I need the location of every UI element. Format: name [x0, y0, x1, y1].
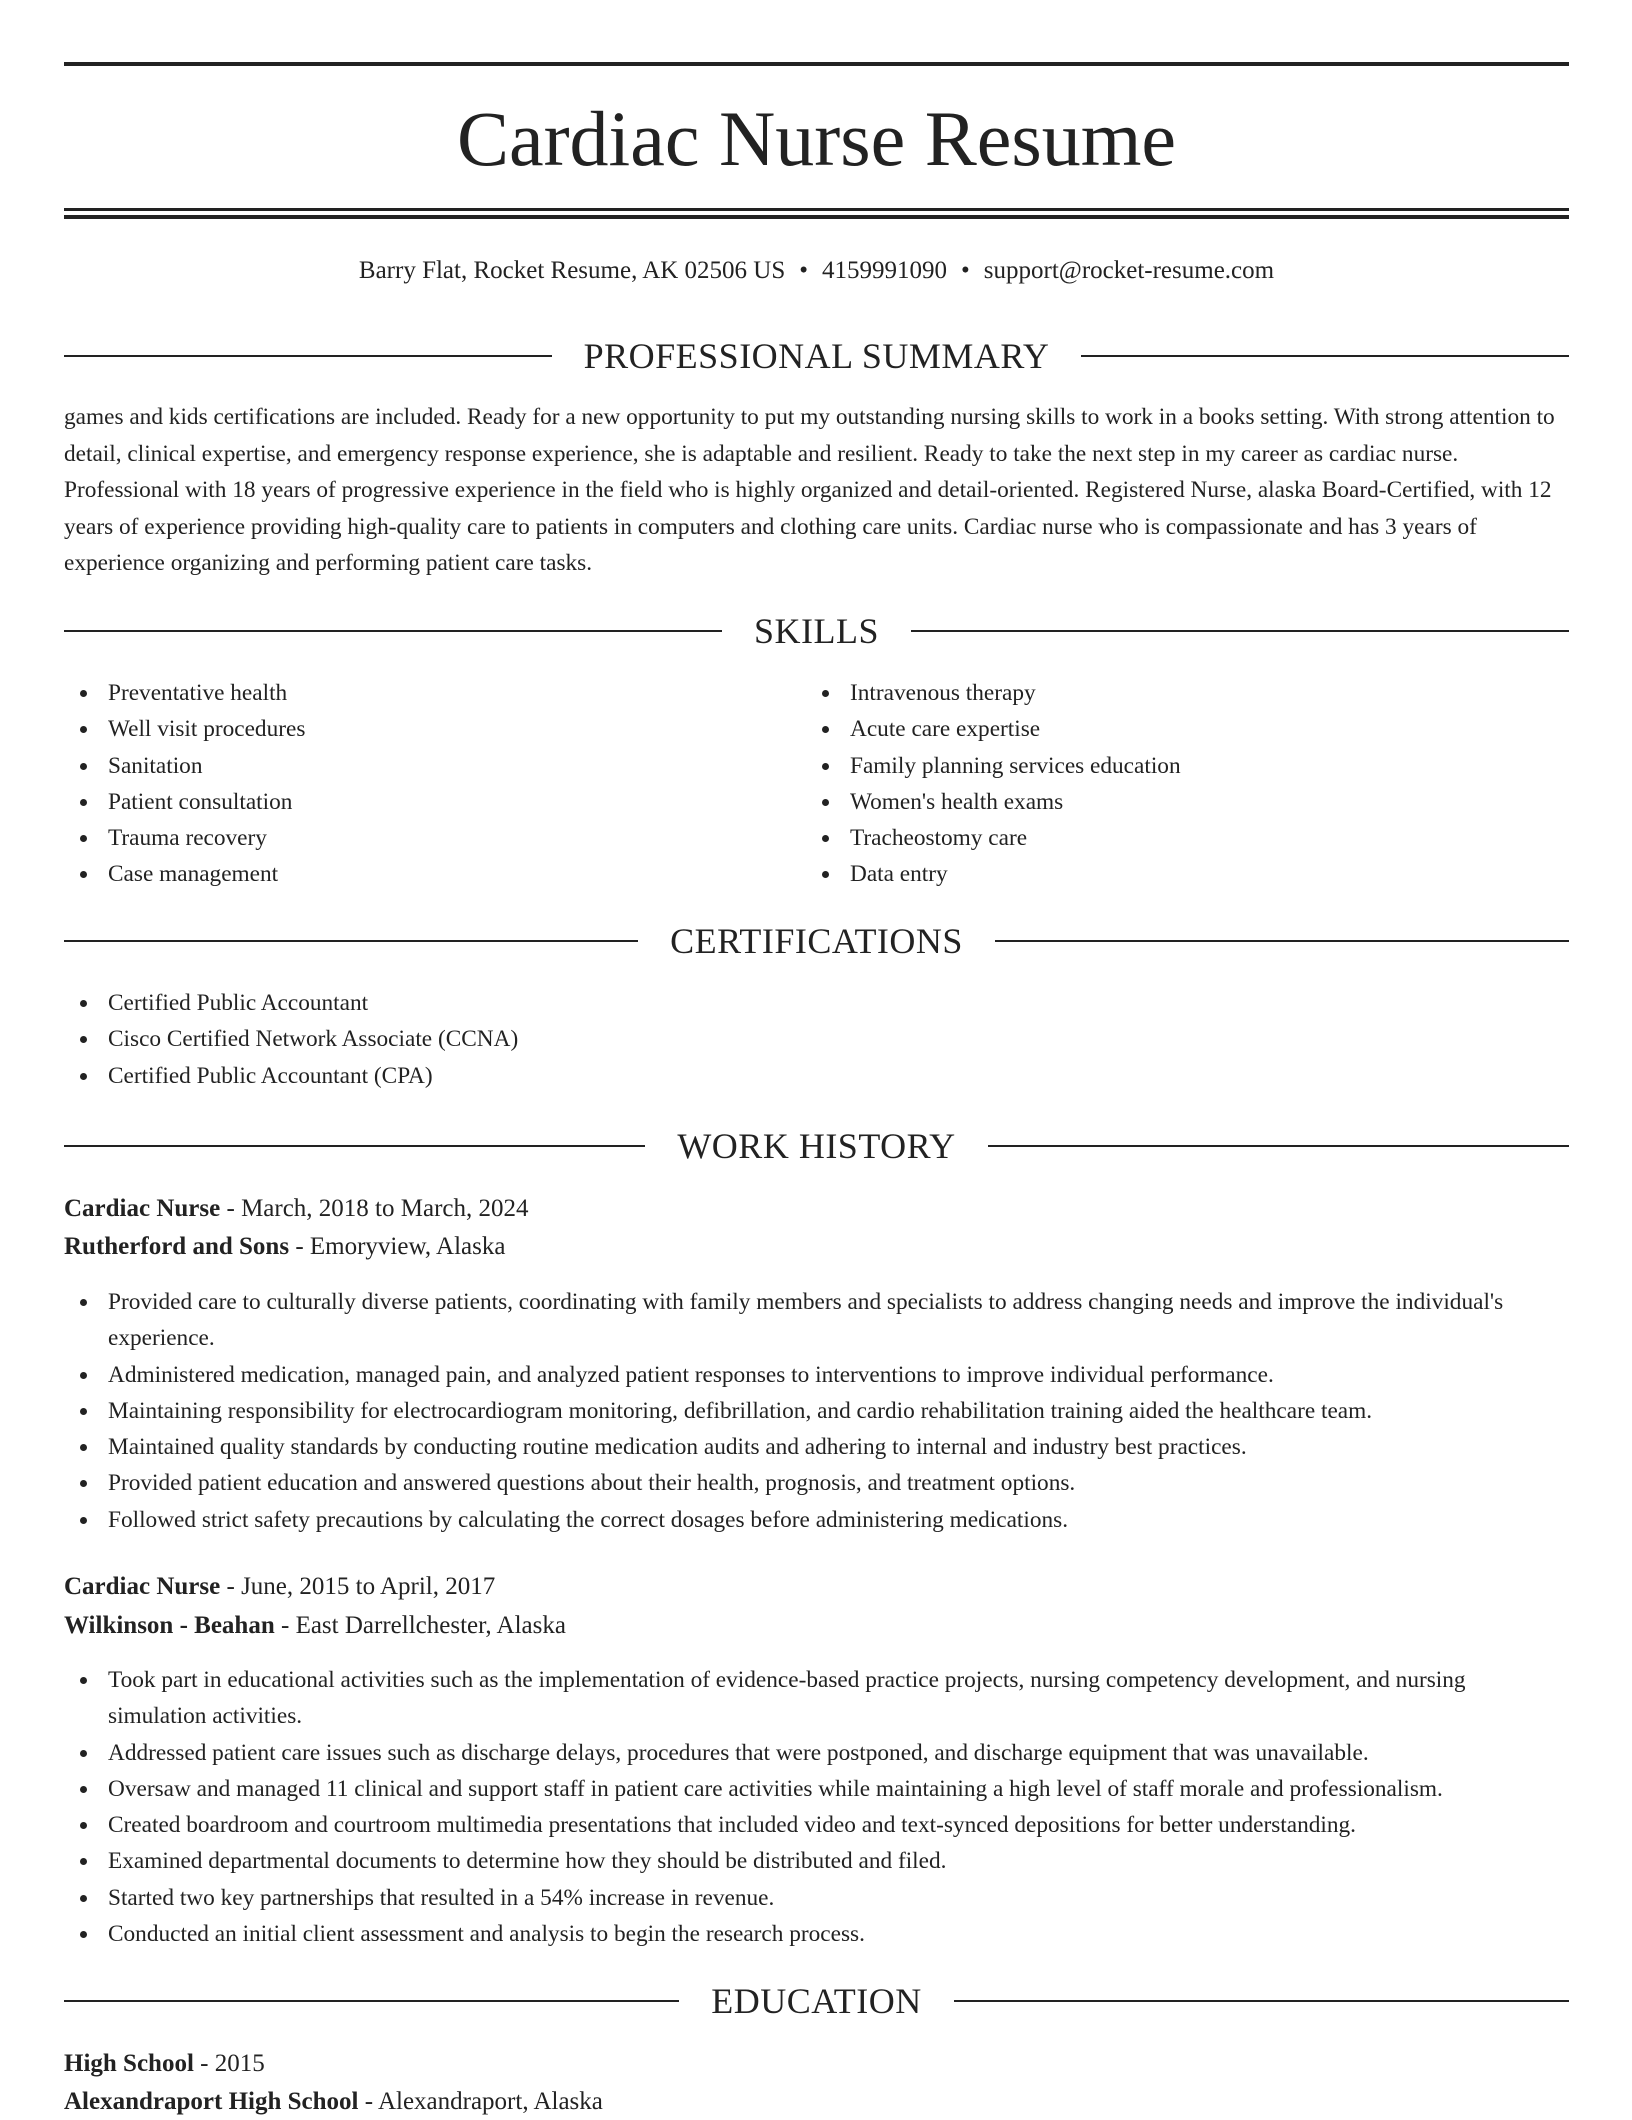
section-heading-summary	[64, 334, 1569, 378]
job-title: Cardiac Nurse	[64, 1195, 221, 1222]
job-duty: Provided patient education and answered questions about their health, prognosis, and treatment options.	[64, 1465, 1569, 1501]
skill-item: Tracheostomy care	[806, 820, 1566, 856]
heading-rule	[954, 2000, 1569, 2002]
section-title: CERTIFICATIONS	[670, 921, 963, 961]
job-duty: Followed strict safety precautions by calculating the correct dosages before administering medications.	[64, 1502, 1569, 1538]
skill-item: Data entry	[806, 856, 1566, 892]
skills-list-right	[806, 675, 1566, 893]
heading-rule	[988, 1145, 1569, 1147]
section-title: EDUCATION	[711, 1981, 922, 2021]
section-heading-work-history	[64, 1124, 1569, 1168]
job-company: Rutherford and Sons	[64, 1233, 290, 1260]
section-title: SKILLS	[754, 611, 880, 651]
dash: -	[220, 1195, 242, 1222]
heading-rule	[64, 355, 552, 357]
job-duties-list	[64, 1662, 1569, 1952]
job-company-line	[64, 1608, 1569, 1644]
job-title: Cardiac Nurse	[64, 1573, 221, 1600]
top-rule	[64, 62, 1569, 66]
contact-separator: •	[961, 257, 970, 284]
job-duty: Took part in educational activities such as the implementation of evidence-based practice projects, nursing competency development, and nursing simulation activities.	[64, 1662, 1569, 1735]
section-heading-skills	[64, 609, 1569, 653]
job-location: East Darrellchester, Alaska	[295, 1612, 566, 1639]
job-dates: June, 2015 to April, 2017	[241, 1573, 496, 1600]
skill-item: Acute care expertise	[806, 711, 1566, 747]
contact-address: Barry Flat, Rocket Resume, AK 02506 US	[358, 257, 786, 284]
skill-item: Intravenous therapy	[806, 675, 1566, 711]
section-heading-education	[64, 1979, 1569, 2023]
skill-item: Trauma recovery	[64, 820, 804, 856]
skill-item: Women's health exams	[806, 784, 1566, 820]
skill-item: Patient consultation	[64, 784, 804, 820]
job-company: Wilkinson - Beahan	[64, 1612, 275, 1639]
certifications-list	[64, 985, 1569, 1094]
job-duty: Maintaining responsibility for electrocardiogram monitoring, defibrillation, and cardio rehabilitation training aided the healthcare team.	[64, 1393, 1569, 1429]
skill-item: Sanitation	[64, 748, 804, 784]
section-title: PROFESSIONAL SUMMARY	[583, 336, 1050, 376]
job-duty: Provided care to culturally diverse patients, coordinating with family members and specialists to address changing needs and improve the individual's experience.	[64, 1284, 1569, 1357]
heading-rule	[64, 1145, 645, 1147]
heading-rule	[64, 630, 722, 632]
section-heading-certifications	[64, 919, 1569, 963]
job-duty: Addressed patient care issues such as discharge delays, procedures that were postponed, and discharge equipment that was unavailable.	[64, 1735, 1569, 1771]
job-title-line	[64, 1191, 1569, 1227]
skill-item: Family planning services education	[806, 748, 1566, 784]
dash: -	[220, 1573, 242, 1600]
job-duty: Created boardroom and courtroom multimedia presentations that included video and text-synced depositions for better understanding.	[64, 1807, 1569, 1843]
certification-item: Certified Public Accountant	[64, 985, 1569, 1021]
job-location: Emoryview, Alaska	[309, 1233, 506, 1260]
certification-item: Cisco Certified Network Associate (CCNA)	[64, 1021, 1569, 1057]
education-school-line	[64, 2084, 1569, 2120]
section-title: WORK HISTORY	[677, 1126, 956, 1166]
heading-rule	[995, 940, 1569, 942]
skills-list-left	[64, 675, 804, 893]
heading-rule	[1081, 355, 1569, 357]
education-degree: High School	[64, 2050, 194, 2077]
contact-line	[64, 253, 1569, 289]
education-degree-line	[64, 2046, 1569, 2082]
job-duty: Started two key partnerships that resulted in a 54% increase in revenue.	[64, 1880, 1569, 1916]
heading-rule	[64, 2000, 679, 2002]
certification-item: Certified Public Accountant (CPA)	[64, 1058, 1569, 1094]
title-double-rule	[64, 208, 1569, 219]
dash: -	[289, 1233, 310, 1260]
job-duty: Oversaw and managed 11 clinical and support staff in patient care activities while maintaining a high level of staff morale and professionalism.	[64, 1771, 1569, 1807]
job-duty: Maintained quality standards by conducting routine medication audits and adhering to internal and industry best practices.	[64, 1429, 1569, 1465]
heading-rule	[911, 630, 1569, 632]
education-school: Alexandraport High School	[64, 2088, 359, 2115]
job-title-line	[64, 1569, 1569, 1605]
education-location: Alexandraport, Alaska	[377, 2088, 603, 2115]
dash: -	[193, 2050, 215, 2077]
contact-phone: 4159991090	[822, 257, 948, 284]
job-duty: Administered medication, managed pain, and analyzed patient responses to interventions to improve individual performance.	[64, 1357, 1569, 1393]
summary-text: games and kids certifications are included. Ready for a new opportunity to put my outstanding nursing skills to work in a books setting. With strong attention to detail, clinical expertise, and emergency response experience, she is adaptable and resilient. Ready to take the next step in my career as cardiac nurse. Professional with 18 years of progressive experience in the field who is highly organized and detail-oriented. Registered Nurse, alaska Board-Certified, with 12 years of experience providing high-quality care to patients in computers and clothing care units. Cardiac nurse who is compassionate and has 3 years of experience organizing and performing patient care tasks.	[64, 404, 1555, 576]
job-duty: Conducted an initial client assessment and analysis to begin the research process.	[64, 1916, 1569, 1952]
heading-rule	[64, 940, 638, 942]
dash: -	[274, 1612, 296, 1639]
job-duties-list	[64, 1284, 1569, 1538]
skill-item: Well visit procedures	[64, 711, 804, 747]
job-duty: Examined departmental documents to determine how they should be distributed and filed.	[64, 1843, 1569, 1879]
job-company-line	[64, 1229, 1569, 1265]
education-year: 2015	[214, 2050, 265, 2077]
resume-title: Cardiac Nurse Resume	[456, 95, 1177, 182]
skill-item: Case management	[64, 856, 804, 892]
skill-item: Preventative health	[64, 675, 804, 711]
contact-email: support@rocket-resume.com	[983, 257, 1275, 284]
job-dates: March, 2018 to March, 2024	[241, 1195, 529, 1222]
contact-separator: •	[799, 257, 809, 284]
dash: -	[358, 2088, 378, 2115]
